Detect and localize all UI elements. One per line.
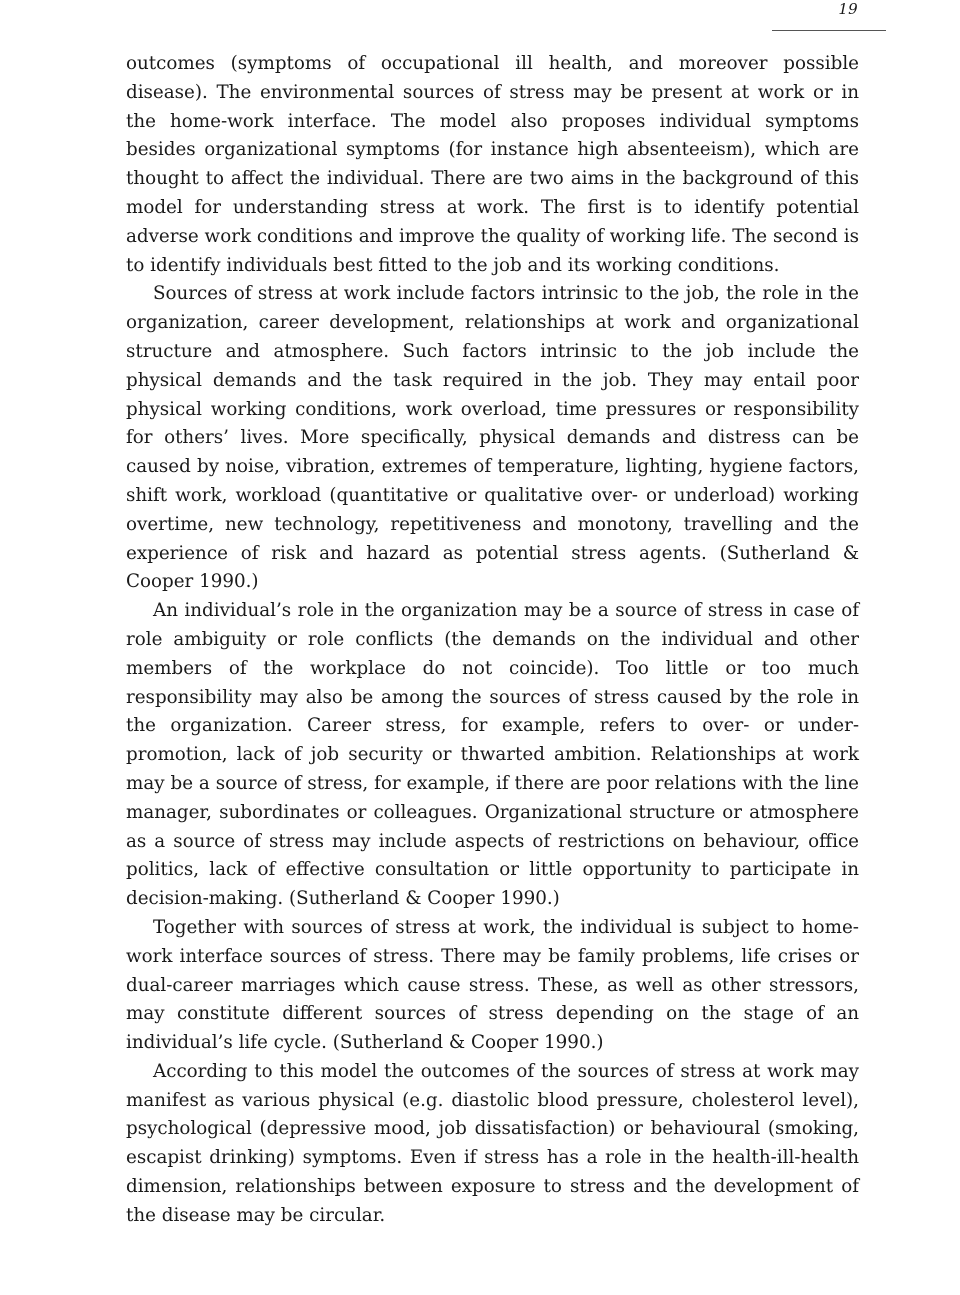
paragraph-continued: outcomes (symptoms of occupational ill health, and moreover possible disease). The environmental sources of stress may be present at work or in the home-work interface. The model also proposes individual symptoms besides organizational symptoms (for instance high absenteeism), which are thought to affect the individual. There are two aims in the background of this model for understanding stress at work. The first is to identify potential adverse work conditions and improve the quality of working life. The second is to identify individuals best fitted to the job and its working conditions. [126,53,859,276]
header-rule [772,30,886,31]
page-number: 19 [838,0,858,18]
paragraph-role-in-organization: An individual’s role in the organization may be a source of stress in case of role ambiguity or role conflicts (the demands on the individual and other members of the workplace do not coincide). Too little or too much responsibility may also be among the sources of stress caused by the role in the organization. Career stress, for example, refers to over- or under-promotion, lack of job security or thwarted ambition. Relationships at work may be a source of stress, for example, if there are poor relations with the line manager, subordinates or colleagues. Organizational structure or atmosphere as a source of stress may include aspects of restrictions on behaviour, office politics, lack of effective consultation or little opportunity to participate in decision-making. (Sutherland & Cooper 1990.) [126,600,859,910]
body-text [126,50,859,1231]
paragraph-outcomes: According to this model the outcomes of the sources of stress at work may manifest as various physical (e.g. diastolic blood pressure, cholesterol level), psychological (depressive mood, job dissatisfaction) or behavioural (smoking, escapist drinking) symptoms. Even if stress has a role in the health-ill-health dimension, relationships between exposure to stress and the development of the disease may be circular. [126,1060,859,1226]
paragraph-home-work-interface: Together with sources of stress at work, the individual is subject to home-work interface sources of stress. There may be family problems, life crises or dual-career marriages which cause stress. These, as well as other stressors, may constitute different sources of stress depending on the stage of an individual’s life cycle. (Sutherland & Cooper 1990.) [126,916,859,1054]
paragraph-sources-of-stress: Sources of stress at work include factors intrinsic to the job, the role in the organization, career development, relationships at work and organizational structure and atmosphere. Such factors intrinsic to the job include the physical demands and the task required in the job. They may entail poor physical working conditions, work overload, time pressures or responsibility for others’ lives. More specifically, physical demands and distress can be caused by noise, vibration, extremes of temperature, lighting, hygiene factors, shift work, workload (quantitative or qualitative over- or underload) working overtime, new technology, repetitiveness and monotony, travelling and the experience of risk and hazard as potential stress agents. (Sutherland & Cooper 1990.) [126,283,859,593]
